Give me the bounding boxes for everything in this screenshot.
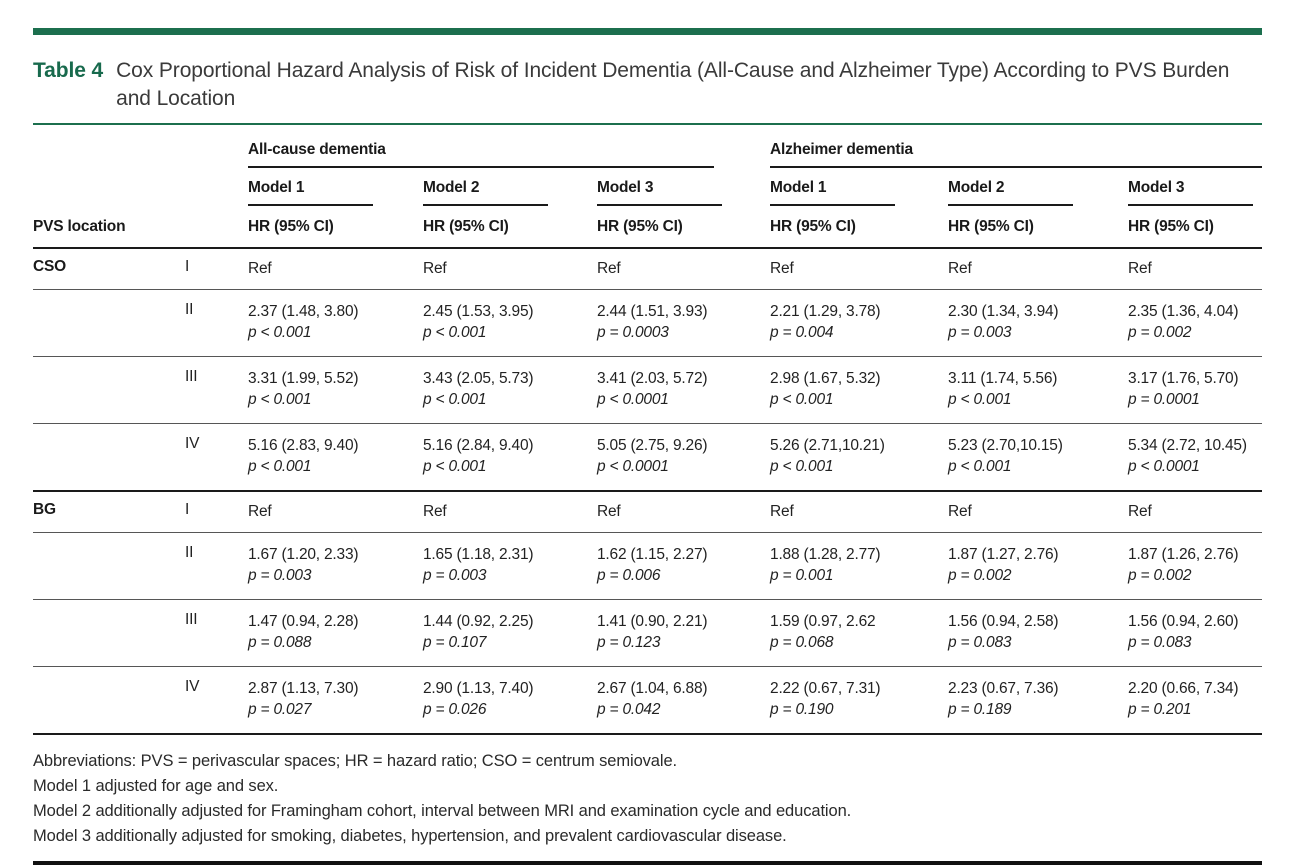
footnote-model-1: Model 1 adjusted for age and sex. (33, 777, 279, 795)
data-cell (597, 424, 770, 492)
data-cell (423, 248, 597, 290)
table-row (33, 533, 1262, 600)
p-value: p = 0.0003 (597, 324, 669, 341)
data-cell (248, 357, 423, 424)
data-cell (770, 248, 948, 290)
hr-value: 1.41 (0.90, 2.21) (597, 613, 708, 630)
hr-value: 3.41 (2.03, 5.72) (597, 370, 708, 387)
hr-value: 2.87 (1.13, 7.30) (248, 680, 359, 697)
table-title (33, 57, 1262, 113)
data-cell (1128, 424, 1262, 492)
hr-value: 1.65 (1.18, 2.31) (423, 546, 534, 563)
hr-value: 3.17 (1.76, 5.70) (1128, 370, 1239, 387)
pvs-grade-cell: I (185, 258, 190, 275)
hr-value: 1.56 (0.94, 2.58) (948, 613, 1059, 630)
hr-value: 1.47 (0.94, 2.28) (248, 613, 359, 630)
table-row (33, 491, 1262, 533)
hr-value: 1.88 (1.28, 2.77) (770, 546, 881, 563)
p-value: p < 0.0001 (597, 458, 669, 475)
data-cell (597, 248, 770, 290)
table-row (33, 667, 1262, 735)
p-value: p = 0.190 (770, 701, 834, 718)
table-row (33, 290, 1262, 357)
p-value: p < 0.0001 (597, 391, 669, 408)
hr-value: Ref (948, 260, 972, 277)
p-value: p < 0.001 (948, 391, 1012, 408)
title-divider-rule (33, 123, 1262, 125)
footnote-model-2: Model 2 additionally adjusted for Framingham cohort, interval between MRI and examination cycle and education. (33, 802, 852, 820)
hr-value: 1.87 (1.26, 2.76) (1128, 546, 1239, 563)
hr-value: 1.59 (0.97, 2.62 (770, 613, 876, 630)
hr-value: 5.34 (2.72, 10.45) (1128, 437, 1247, 454)
pvs-location-cell (33, 424, 185, 492)
data-cell (597, 600, 770, 667)
group-header-row (33, 135, 1262, 168)
pvs-grade-cell: III (185, 600, 248, 667)
p-value: p = 0.027 (248, 701, 312, 718)
hr-value: 2.98 (1.67, 5.32) (770, 370, 881, 387)
group-label-alzheimer: Alzheimer dementia (770, 141, 913, 158)
hr-value: 2.21 (1.29, 3.78) (770, 303, 881, 320)
bottom-double-rule (33, 861, 1262, 865)
data-cell (1128, 491, 1262, 533)
data-cell (423, 290, 597, 357)
table-row (33, 424, 1262, 492)
pvs-grade-cell: IV (185, 424, 248, 492)
p-value: p = 0.003 (948, 324, 1012, 341)
pvs-grade-cell: II (185, 533, 248, 600)
data-cell (597, 491, 770, 533)
data-cell (770, 424, 948, 492)
p-value: p = 0.068 (770, 634, 834, 651)
hr-value: 3.43 (2.05, 5.73) (423, 370, 534, 387)
hr-value: Ref (248, 503, 272, 520)
data-cell (1128, 248, 1262, 290)
hr-value: 2.22 (0.67, 7.31) (770, 680, 881, 697)
hr-value: 1.67 (1.20, 2.33) (248, 546, 359, 563)
data-cell (597, 667, 770, 735)
data-cell (597, 533, 770, 600)
data-cell (248, 290, 423, 357)
hr-value: 5.05 (2.75, 9.26) (597, 437, 708, 454)
p-value: p = 0.002 (1128, 567, 1192, 584)
p-value: p < 0.001 (248, 391, 312, 408)
hr-value: Ref (1128, 503, 1152, 520)
model-header-ad-2: Model 2 (948, 168, 1128, 206)
p-value: p = 0.026 (423, 701, 487, 718)
p-value: p = 0.006 (597, 567, 661, 584)
pvs-location-cell (33, 533, 185, 600)
model-header-ac-2: Model 2 (423, 168, 597, 206)
hr-value: Ref (1128, 260, 1152, 277)
p-value: p = 0.107 (423, 634, 487, 651)
p-value: p < 0.001 (770, 458, 834, 475)
p-value: p < 0.001 (248, 458, 312, 475)
p-value: p = 0.083 (948, 634, 1012, 651)
measure-header: HR (95% CI) (948, 206, 1128, 248)
model-header-row (33, 168, 1262, 206)
hr-value: Ref (597, 260, 621, 277)
p-value: p = 0.002 (948, 567, 1012, 584)
hr-value: 2.67 (1.04, 6.88) (597, 680, 708, 697)
measure-header-row (33, 206, 1262, 248)
table-body (33, 248, 1262, 734)
hr-value: Ref (597, 503, 621, 520)
hr-value: 5.26 (2.71,10.21) (770, 437, 885, 454)
data-cell (1128, 667, 1262, 735)
hr-value: 5.16 (2.84, 9.40) (423, 437, 534, 454)
hr-value: 2.45 (1.53, 3.95) (423, 303, 534, 320)
data-cell (1128, 290, 1262, 357)
footnotes (33, 749, 1262, 849)
hr-value: 2.23 (0.67, 7.36) (948, 680, 1059, 697)
data-cell (948, 357, 1128, 424)
hr-value: Ref (948, 503, 972, 520)
data-cell (423, 667, 597, 735)
p-value: p = 0.002 (1128, 324, 1192, 341)
pvs-grade-cell: II (185, 290, 248, 357)
data-cell (423, 600, 597, 667)
hr-value: 3.11 (1.74, 5.56) (948, 370, 1058, 387)
p-value: p = 0.042 (597, 701, 661, 718)
data-cell (770, 667, 948, 735)
hr-value: 2.44 (1.51, 3.93) (597, 303, 708, 320)
hr-value: 5.16 (2.83, 9.40) (248, 437, 359, 454)
table-row (33, 248, 1262, 290)
measure-header: HR (95% CI) (248, 206, 423, 248)
table-title-text: Cox Proportional Hazard Analysis of Risk of Incident Dementia (All-Cause and Alzheimer Type) According to PVS Burden and Location (116, 59, 1230, 110)
measure-header: HR (95% CI) (597, 206, 770, 248)
footnote-abbreviations: Abbreviations: PVS = perivascular spaces; HR = hazard ratio; CSO = centrum semiovale. (33, 752, 678, 770)
data-cell (948, 290, 1128, 357)
data-cell (248, 491, 423, 533)
data-cell (1128, 357, 1262, 424)
group-header-spacer (33, 135, 248, 168)
model-header-ac-1: Model 1 (248, 168, 423, 206)
data-cell (423, 424, 597, 492)
hr-value: 3.31 (1.99, 5.52) (248, 370, 359, 387)
pvs-location-cell (33, 290, 185, 357)
model-header-ad-3: Model 3 (1128, 168, 1262, 206)
hr-value: Ref (423, 260, 447, 277)
pvs-location-cell: CSO (33, 258, 66, 275)
p-value: p < 0.001 (423, 458, 487, 475)
measure-header: HR (95% CI) (770, 206, 948, 248)
p-value: p = 0.003 (248, 567, 312, 584)
pvs-grade-cell: III (185, 357, 248, 424)
data-cell (248, 248, 423, 290)
measure-header: HR (95% CI) (423, 206, 597, 248)
hr-value: 5.23 (2.70,10.15) (948, 437, 1063, 454)
data-cell (948, 248, 1128, 290)
p-value: p < 0.001 (248, 324, 312, 341)
data-cell (248, 600, 423, 667)
pvs-location-cell: BG (33, 491, 185, 533)
data-cell (948, 533, 1128, 600)
pvs-grade-cell: IV (185, 667, 248, 735)
data-cell (770, 600, 948, 667)
hr-value: 2.35 (1.36, 4.04) (1128, 303, 1239, 320)
hr-value: 1.56 (0.94, 2.60) (1128, 613, 1239, 630)
data-cell (948, 600, 1128, 667)
p-value: p = 0.123 (597, 634, 661, 651)
pvs-location-cell (33, 667, 185, 735)
p-value: p < 0.001 (423, 391, 487, 408)
pvs-location-cell (33, 600, 185, 667)
data-cell (248, 533, 423, 600)
group-label-all-cause: All-cause dementia (248, 141, 386, 158)
data-cell (248, 667, 423, 735)
pvs-grade-cell: I (185, 491, 248, 533)
p-value: p = 0.0001 (1128, 391, 1200, 408)
p-value: p < 0.0001 (1128, 458, 1200, 475)
data-cell (948, 491, 1128, 533)
p-value: p = 0.001 (770, 567, 834, 584)
data-cell (770, 491, 948, 533)
p-value: p = 0.003 (423, 567, 487, 584)
data-cell (770, 533, 948, 600)
p-value: p = 0.088 (248, 634, 312, 651)
data-cell (770, 290, 948, 357)
hr-value: 2.90 (1.13, 7.40) (423, 680, 534, 697)
p-value: p = 0.004 (770, 324, 834, 341)
pvs-location-header: PVS location (33, 206, 248, 248)
data-cell (423, 491, 597, 533)
data-cell (423, 357, 597, 424)
data-cell (248, 424, 423, 492)
hr-value: Ref (770, 260, 794, 277)
table-number-label: Table 4 (33, 59, 104, 82)
data-cell (423, 533, 597, 600)
footnote-model-3: Model 3 additionally adjusted for smoking, diabetes, hypertension, and prevalent cardiovascular disease. (33, 827, 787, 845)
model-header-ad-1: Model 1 (770, 168, 948, 206)
hr-value: 2.20 (0.66, 7.34) (1128, 680, 1239, 697)
table-row (33, 357, 1262, 424)
p-value: p = 0.189 (948, 701, 1012, 718)
hr-value: Ref (423, 503, 447, 520)
model-header-ac-3: Model 3 (597, 168, 770, 206)
hr-value: 2.37 (1.48, 3.80) (248, 303, 359, 320)
hr-value: 2.30 (1.34, 3.94) (948, 303, 1059, 320)
data-cell (948, 424, 1128, 492)
hr-value: 1.87 (1.27, 2.76) (948, 546, 1059, 563)
pvs-location-cell (33, 357, 185, 424)
data-cell (597, 290, 770, 357)
p-value: p < 0.001 (948, 458, 1012, 475)
group-header-all-cause (248, 135, 770, 168)
hazard-analysis-table (33, 135, 1262, 735)
p-value: p < 0.001 (423, 324, 487, 341)
data-cell (597, 357, 770, 424)
data-cell (1128, 533, 1262, 600)
model-header-spacer (33, 168, 248, 206)
data-cell (948, 667, 1128, 735)
p-value: p = 0.083 (1128, 634, 1192, 651)
hr-value: Ref (770, 503, 794, 520)
p-value: p < 0.001 (770, 391, 834, 408)
data-cell (1128, 600, 1262, 667)
group-header-alzheimer (770, 135, 1262, 168)
hr-value: 1.62 (1.15, 2.27) (597, 546, 708, 563)
hr-value: 1.44 (0.92, 2.25) (423, 613, 534, 630)
hr-value: Ref (248, 260, 272, 277)
table-row (33, 600, 1262, 667)
data-cell (770, 357, 948, 424)
measure-header: HR (95% CI) (1128, 206, 1262, 248)
p-value: p = 0.201 (1128, 701, 1192, 718)
top-accent-bar (33, 28, 1262, 35)
